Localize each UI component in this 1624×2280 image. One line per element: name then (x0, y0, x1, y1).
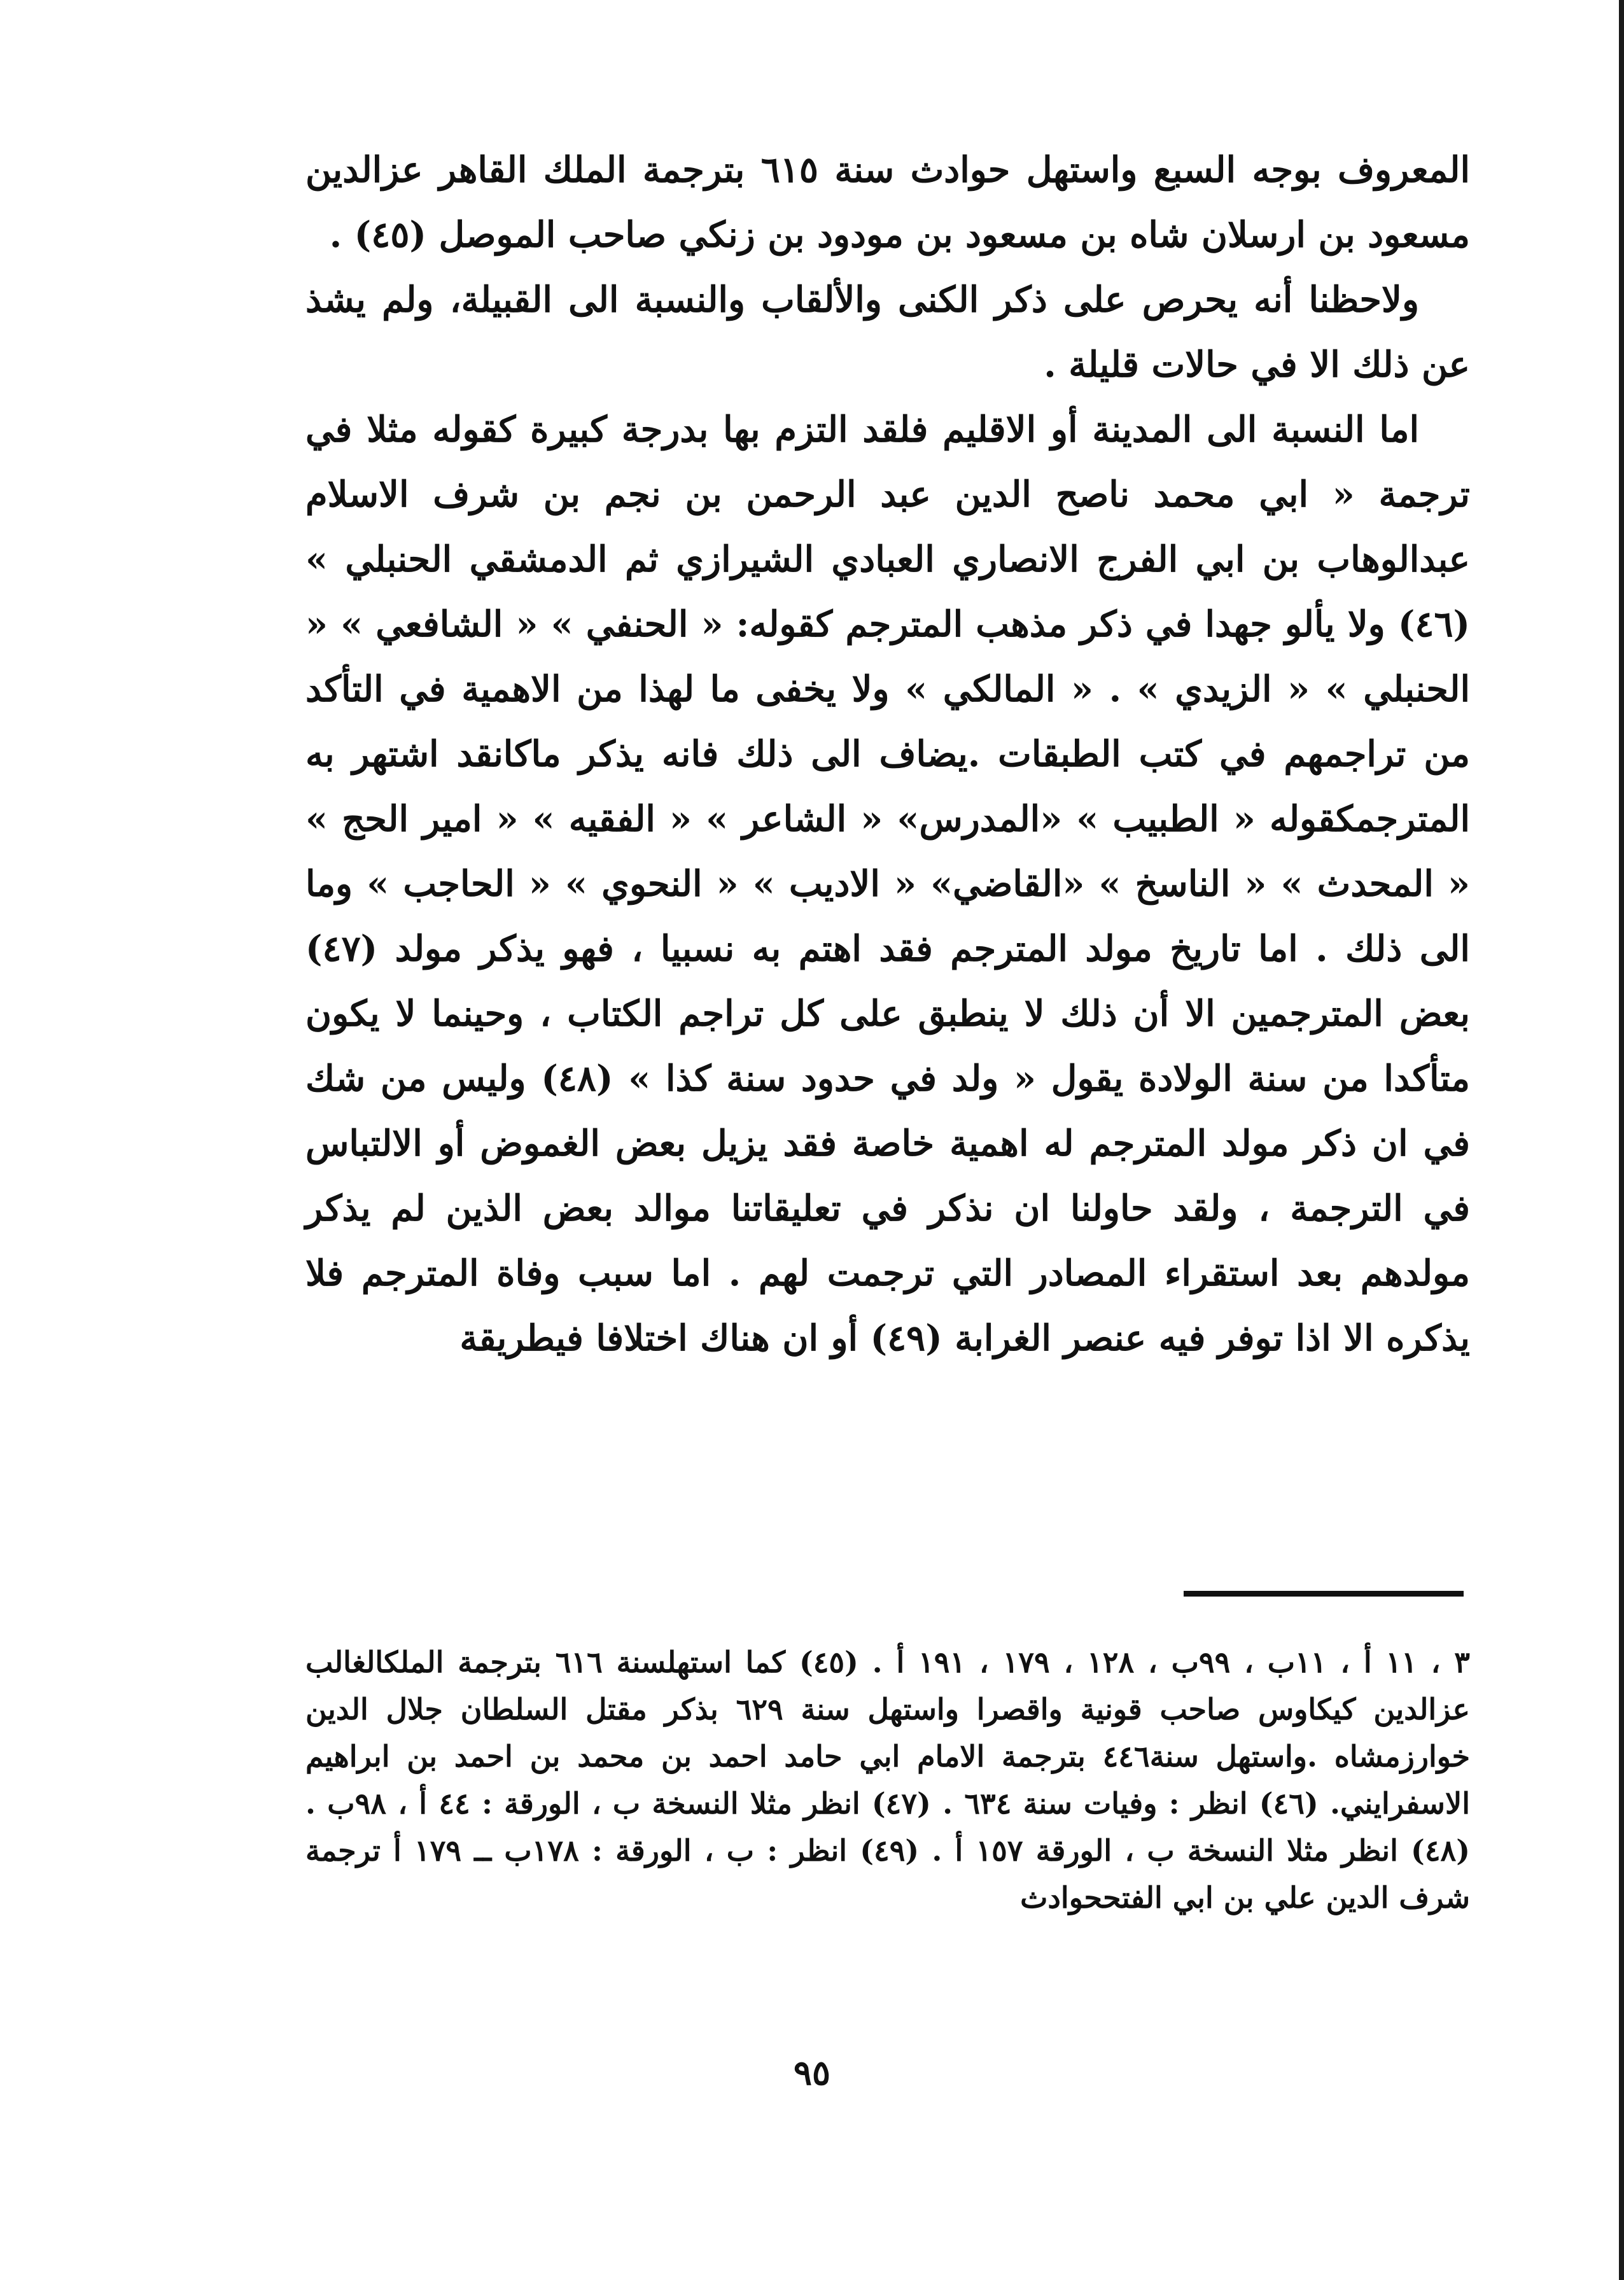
paragraph-3: اما النسبة الى المدينة أو الاقليم فلقد التزم بها بدرجة كبيرة كقوله مثلا في ترجمة « ابي محمد ناصح الدين عبد الرحمن بن نجم بن شرف الاسلام عبدالوهاب بن ابي الفرج الانصاري العبادي الشيرازي ثم الدمشقي الحنبلي » (٤٦) ولا يألو جهدا في ذكر مذهب المترجم كقوله: « الحنفي » « الشافعي » « الحنبلي » « الزيدي » . « المالكي » ولا يخفى ما لهذا من الاهمية في التأكد من تراجمهم في كتب الطبقات .يضاف الى ذلك فانه يذكر ماكانقد اشتهر به المترجمكقوله « الطبيب » «المدرس» « الشاعر » « الفقيه » « امير الحج » « المحدث » « الناسخ » «القاضي» « الاديب » « النحوي » « الحاجب » وما الى ذلك . اما تاريخ مولد المترجم فقد اهتم به نسبيا ، فهو يذكر مولد (٤٧) بعض المترجمين الا أن ذلك لا ينطبق على كل تراجم الكتاب ، وحينما لا يكون متأكدا من سنة الولادة يقول « ولد في حدود سنة كذا » (٤٨) وليس من شك في ان ذكر مولد المترجم له اهمية خاصة فقد يزيل بعض الغموض أو الالتباس في الترجمة ، ولقد حاولنا ان نذكر في تعليقاتنا موالد بعض الذين لم يذكر مولدهم بعد استقراء المصادر التي ترجمت لهم . اما سبب وفاة المترجم فلا يذكره الا اذا توفر فيه عنصر الغرابة (٤٩) أو ان هناك اختلافا فيطريقة (305, 409, 1471, 1359)
footnotes-block: ٣ ، ١١ أ ، ١١ب ، ٩٩ب ، ١٢٨ ، ١٧٩ ، ١٩١ أ . (٤٥) كما استهلسنة ٦١٦ بترجمة الملكالغالب عزالدين كيكاوس صاحب قونية واقصرا واستهل سنة ٦٢٩ بذكر مقتل السلطان جلال الدين خوارزمشاه .واستهل سنة٤٤٦ بترجمة الامام ابي حامد احمد بن محمد بن احمد بن ابراهيم الاسفرايني. (٤٦) انظر : وفيات سنة ٦٣٤ . (٤٧) انظر مثلا النسخة ب ، الورقة : ٤٤ أ ، ٩٨ب . (٤٨) انظر مثلا النسخة ب ، الورقة ١٥٧ أ . (٤٩) انظر : ب ، الورقة : ١٧٨ب ــ ١٧٩ أ ترجمة شرف الدين علي بن ابي الفتححوادث (305, 1645, 1471, 1915)
page-number: ٩٥ (793, 2052, 830, 2093)
paragraph-1: المعروف بوجه السبع واستهل حوادث سنة ٦١٥ بترجمة الملك القاهر عزالدين مسعود بن ارسلان شاه بن مسعود بن مودود بن زنكي صاحب الموصل (٤٥) . (305, 149, 1470, 256)
scan-edge-shadow (1619, 0, 1624, 2280)
paragraph-2: ولاحظنا أنه يحرص على ذكر الكنى والألقاب والنسبة الى القبيلة، ولم يشذ عن ذلك الا في حالات قليلة . (305, 279, 1470, 386)
main-text-block (305, 137, 1470, 1371)
footnote-separator (1184, 1591, 1464, 1597)
